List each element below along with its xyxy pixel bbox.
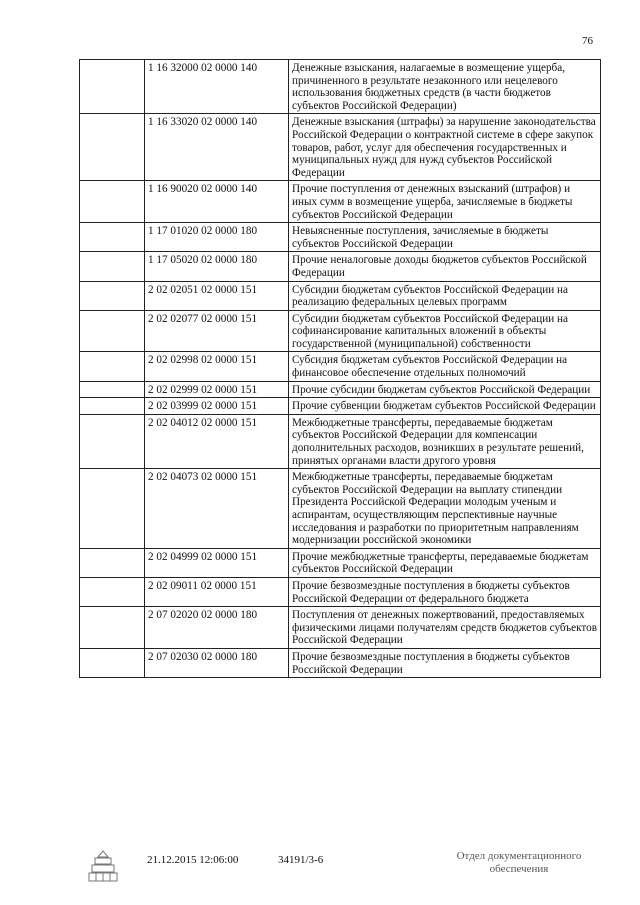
income-code-cell: 2 02 02077 02 0000 151 [145,310,289,352]
empty-cell [80,607,145,649]
income-description-cell: Субсидии бюджетам субъектов Российской Федерации на реализацию федеральных целевых программ [289,281,601,310]
page-number: 76 [582,35,593,47]
footer-document-code: 34191/3-6 [278,854,324,866]
empty-cell [80,310,145,352]
income-description-cell: Прочие неналоговые доходы бюджетов субъектов Российской Федерации [289,252,601,281]
income-code-cell: 2 02 04012 02 0000 151 [145,414,289,468]
empty-cell [80,181,145,223]
income-code-cell: 1 17 05020 02 0000 180 [145,252,289,281]
income-description-cell: Субсидии бюджетам субъектов Российской Федерации на софинансирование капитальных вложений в объекты государственной (муниципальной) собственности [289,310,601,352]
department-stamp [434,850,604,876]
income-description-cell: Денежные взыскания (штрафы) за нарушение законодательства Российской Федерации о контрактной системе в сфере закупок товаров, работ, услуг для обеспечения государственных и муниципальных нужд для нужд субъектов Российской Федерации [289,114,601,181]
income-code-cell: 2 02 02051 02 0000 151 [145,281,289,310]
empty-cell [80,281,145,310]
department-line-2: обеспечения [489,863,549,875]
empty-cell [80,577,145,606]
table-row [80,310,601,352]
income-code-cell: 2 02 03999 02 0000 151 [145,398,289,415]
income-code-cell: 1 16 90020 02 0000 140 [145,181,289,223]
table-row [80,281,601,310]
income-description-cell: Прочие поступления от денежных взысканий (штрафов) и иных сумм в возмещение ущерба, зачисляемые в бюджеты субъектов Российской Федерации [289,181,601,223]
table-row [80,607,601,649]
income-code-cell: 2 07 02020 02 0000 180 [145,607,289,649]
empty-cell [80,381,145,398]
table-row [80,381,601,398]
empty-cell [80,648,145,677]
footer-date: 21.12.2015 12:06:00 [147,854,239,866]
income-description-cell: Прочие субвенции бюджетам субъектов Российской Федерации [289,398,601,415]
table-row [80,181,601,223]
income-description-cell: Поступления от денежных пожертвований, предоставляемых физическими лицами получателям средств бюджетов субъектов Российской Федерации [289,607,601,649]
page-footer [0,848,640,888]
table-row [80,60,601,114]
table-row [80,469,601,549]
table-row [80,114,601,181]
table-row [80,577,601,606]
income-description-cell: Прочие безвозмездные поступления в бюджеты субъектов Российской Федерации от федерального бюджета [289,577,601,606]
income-codes-table [79,59,601,678]
income-description-cell: Субсидия бюджетам субъектов Российской Федерации на финансовое обеспечение отдельных полномочий [289,352,601,381]
empty-cell [80,114,145,181]
empty-cell [80,469,145,549]
income-description-cell: Невыясненные поступления, зачисляемые в бюджеты субъектов Российской Федерации [289,223,601,252]
empty-cell [80,414,145,468]
table-row [80,252,601,281]
empty-cell [80,548,145,577]
income-code-cell: 2 02 09011 02 0000 151 [145,577,289,606]
table-row [80,352,601,381]
income-code-cell: 1 16 33020 02 0000 140 [145,114,289,181]
table-row [80,648,601,677]
income-code-cell: 1 16 32000 02 0000 140 [145,60,289,114]
income-description-cell: Прочие субсидии бюджетам субъектов Российской Федерации [289,381,601,398]
emblem-icon [86,848,120,886]
income-description-cell: Межбюджетные трансферты, передаваемые бюджетам субъектов Российской Федерации на выплату стипендии Президента Российской Федерации молодым ученым и аспирантам, осуществляющим перспективные научные исследования и разработки по приоритетным направлениям модернизации российской экономики [289,469,601,549]
empty-cell [80,252,145,281]
income-code-cell: 2 02 02999 02 0000 151 [145,381,289,398]
empty-cell [80,398,145,415]
empty-cell [80,352,145,381]
income-code-cell: 2 02 02998 02 0000 151 [145,352,289,381]
table-row [80,223,601,252]
empty-cell [80,60,145,114]
income-description-cell: Межбюджетные трансферты, передаваемые бюджетам субъектов Российской Федерации для компенсации дополнительных расходов, возникших в результате решений, принятых органами власти другого уровня [289,414,601,468]
income-code-cell: 2 07 02030 02 0000 180 [145,648,289,677]
income-code-cell: 2 02 04073 02 0000 151 [145,469,289,549]
income-description-cell: Прочие безвозмездные поступления в бюджеты субъектов Российской Федерации [289,648,601,677]
income-code-cell: 1 17 01020 02 0000 180 [145,223,289,252]
table-row [80,414,601,468]
table-row [80,398,601,415]
empty-cell [80,223,145,252]
income-description-cell: Прочие межбюджетные трансферты, передаваемые бюджетам субъектов Российской Федерации [289,548,601,577]
income-code-cell: 2 02 04999 02 0000 151 [145,548,289,577]
income-description-cell: Денежные взыскания, налагаемые в возмещение ущерба, причиненного в результате незаконного или нецелевого использования бюджетных средств (в части бюджетов субъектов Российской Федерации) [289,60,601,114]
department-line-1: Отдел документационного [456,850,582,862]
table-row [80,548,601,577]
